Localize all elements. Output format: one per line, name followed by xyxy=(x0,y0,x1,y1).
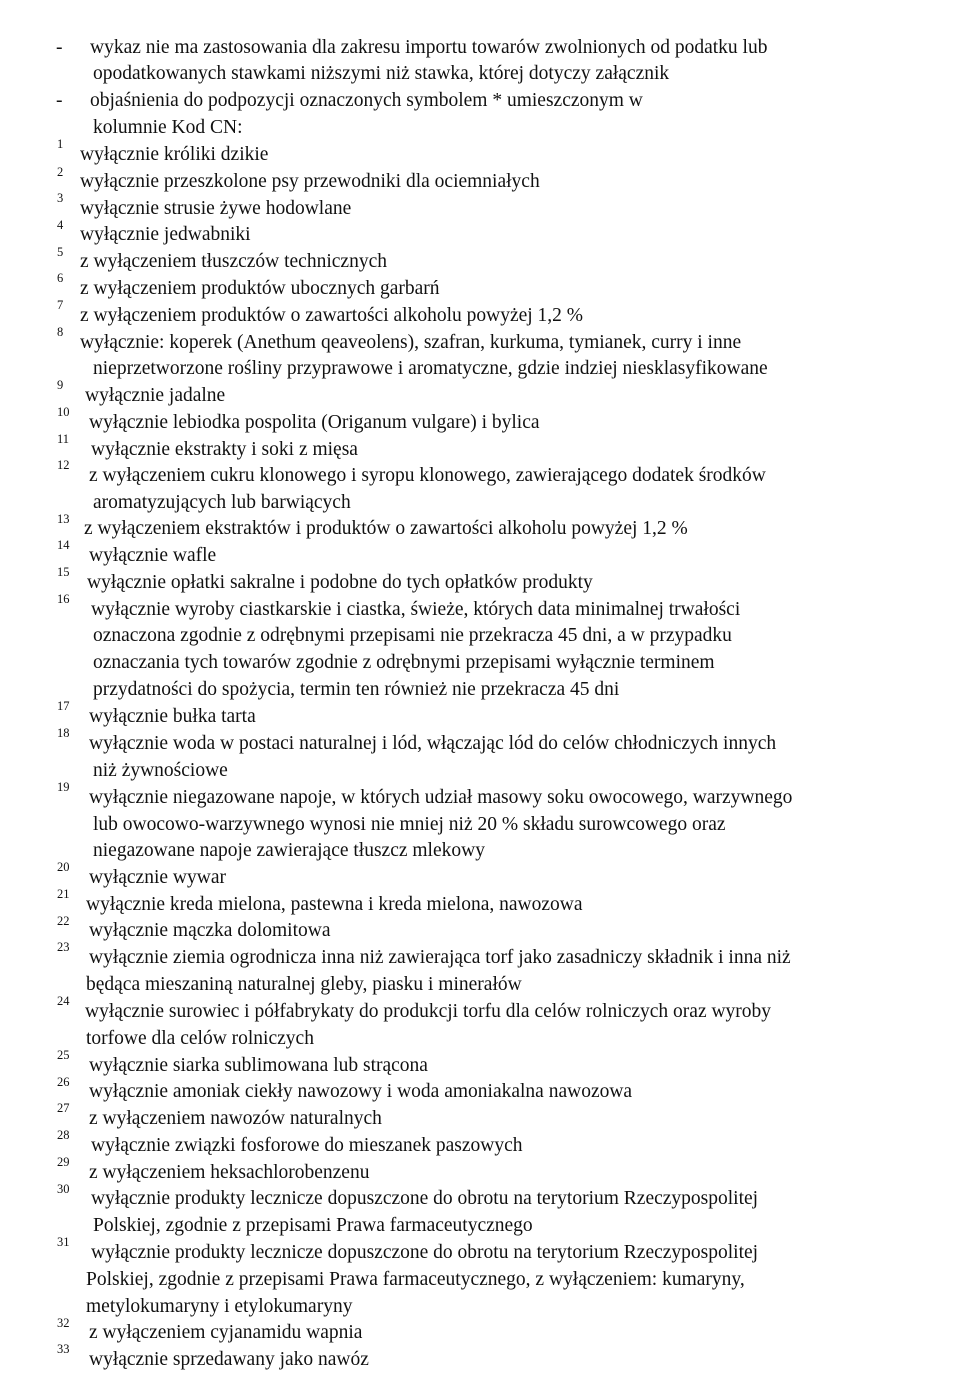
footnote-text-line: z wyłączeniem ekstraktów i produktów o zawartości alkoholu powyżej 1,2 % xyxy=(84,518,688,539)
footnote-text-line: z wyłączeniem produktów ubocznych garbarń xyxy=(80,278,440,299)
footnote-text-line: wyłącznie jedwabniki xyxy=(80,224,251,245)
footnote-number: 18 xyxy=(57,726,70,740)
footnote-text-line: metylokumaryny i etylokumaryny xyxy=(86,1296,353,1317)
footnote-number: 3 xyxy=(57,191,64,205)
footnote-number: 23 xyxy=(57,940,70,954)
footnote-text-line: będąca mieszaniną naturalnej gleby, piasku i minerałów xyxy=(86,974,522,995)
footnote-number: 22 xyxy=(57,914,70,928)
footnote-number: 16 xyxy=(57,592,70,606)
footnote-text-line: wyłącznie króliki dzikie xyxy=(80,144,269,165)
footnote-text-line: z wyłączeniem cyjanamidu wapnia xyxy=(89,1322,363,1343)
footnote-text-line: wyłącznie jadalne xyxy=(85,385,226,406)
footnote-text-line: Polskiej, zgodnie z przepisami Prawa farmaceutycznego, z wyłączeniem: kumaryny, xyxy=(86,1269,745,1290)
footnote-text-line: niegazowane napoje zawierające tłuszcz mlekowy xyxy=(93,840,485,861)
footnote-number: 31 xyxy=(57,1235,70,1249)
intro-text-line: objaśnienia do podpozycji oznaczonych symbolem * umieszczonym w xyxy=(90,90,643,111)
footnote-number: 26 xyxy=(57,1075,70,1089)
footnote-number: 13 xyxy=(57,512,70,526)
footnote-text-line: wyłącznie związki fosforowe do mieszanek paszowych xyxy=(91,1135,523,1156)
footnote-number: 19 xyxy=(57,780,70,794)
footnote-number: 17 xyxy=(57,699,70,713)
footnote-text-line: wyłącznie ekstrakty i soki z mięsa xyxy=(91,439,358,460)
footnote-number: 10 xyxy=(57,405,70,419)
footnote-number: 32 xyxy=(57,1316,70,1330)
footnote-number: 28 xyxy=(57,1128,70,1142)
footnote-number: 2 xyxy=(57,165,64,179)
intro-text-line: kolumnie Kod CN: xyxy=(93,117,243,138)
footnote-text-line: lub owocowo-warzywnego wynosi nie mniej niż 20 % składu surowcowego oraz xyxy=(93,814,726,835)
footnote-text-line: wyłącznie produkty lecznicze dopuszczone do obrotu na terytorium Rzeczypospolitej xyxy=(91,1242,759,1263)
footnote-text-line: torfowe dla celów rolniczych xyxy=(86,1028,314,1049)
footnote-number: 9 xyxy=(57,378,64,392)
footnote-number: 20 xyxy=(57,860,70,874)
footnote-text-line: z wyłączeniem produktów o zawartości alkoholu powyżej 1,2 % xyxy=(80,305,584,326)
footnote-text-line: nieprzetworzone rośliny przyprawowe i aromatyczne, gdzie indziej niesklasyfikowane xyxy=(93,358,768,379)
footnote-text-line: wyłącznie amoniak ciekły nawozowy i woda amoniakalna nawozowa xyxy=(89,1081,633,1102)
footnote-number: 5 xyxy=(57,245,64,259)
intro-text-line: opodatkowanych stawkami niższymi niż stawka, której dotyczy załącznik xyxy=(93,63,670,84)
footnote-text-line: niż żywnościowe xyxy=(93,760,228,781)
footnote-number: 4 xyxy=(57,218,64,232)
footnote-number: 29 xyxy=(57,1155,70,1169)
footnote-text-line: z wyłączeniem heksachlorobenzenu xyxy=(89,1162,370,1183)
footnote-text-line: wyłącznie: koperek (Anethum qeaveolens), szafran, kurkuma, tymianek, curry i inne xyxy=(80,332,742,353)
footnote-number: 6 xyxy=(57,271,64,285)
footnote-number: 30 xyxy=(57,1182,70,1196)
footnote-text-line: wyłącznie niegazowane napoje, w których udział masowy soku owocowego, warzywnego xyxy=(89,787,793,808)
footnote-text-line: wyłącznie wyroby ciastkarskie i ciastka, świeże, których data minimalnej trwałości xyxy=(91,599,741,620)
footnote-text-line: wyłącznie kreda mielona, pastewna i kreda mielona, nawozowa xyxy=(86,894,583,915)
footnote-text-line: oznaczania tych towarów zgodnie z odrębnymi przepisami wyłącznie terminem xyxy=(93,652,715,673)
footnote-number: 25 xyxy=(57,1048,70,1062)
footnote-text-line: wyłącznie wywar xyxy=(89,867,226,888)
footnote-number: 11 xyxy=(57,432,70,446)
footnote-text-line: wyłącznie lebiodka pospolita (Origanum vulgare) i bylica xyxy=(89,412,540,433)
footnote-number: 12 xyxy=(57,458,70,472)
footnote-number: 1 xyxy=(57,137,64,151)
footnote-text-line: wyłącznie siarka sublimowana lub strącona xyxy=(89,1055,428,1076)
footnote-text-line: wyłącznie wafle xyxy=(89,545,217,566)
footnote-text-line: wyłącznie sprzedawany jako nawóz xyxy=(89,1349,369,1370)
footnote-text-line: wyłącznie strusie żywe hodowlane xyxy=(80,198,352,219)
intro-text-line: wykaz nie ma zastosowania dla zakresu importu towarów zwolnionych od podatku lub xyxy=(90,37,768,58)
footnote-number: 7 xyxy=(57,298,64,312)
dash-marker: - xyxy=(56,37,63,58)
footnote-text-line: wyłącznie woda w postaci naturalnej i lód, włączając lód do celów chłodniczych innych xyxy=(89,733,777,754)
footnote-text-line: wyłącznie ziemia ogrodnicza inna niż zawierająca torf jako zasadniczy składnik i inna niż xyxy=(89,947,791,968)
footnote-text-line: wyłącznie bułka tarta xyxy=(89,706,256,727)
footnote-number: 33 xyxy=(57,1342,70,1356)
footnote-text-line: z wyłączeniem cukru klonowego i syropu klonowego, zawierającego dodatek środków xyxy=(89,465,766,486)
footnote-number: 27 xyxy=(57,1101,70,1115)
footnote-number: 24 xyxy=(57,994,70,1008)
footnote-text-line: wyłącznie przeszkolone psy przewodniki dla ociemniałych xyxy=(80,171,540,192)
footnote-number: 21 xyxy=(57,887,70,901)
dash-marker: - xyxy=(56,90,63,111)
footnote-text-line: Polskiej, zgodnie z przepisami Prawa farmaceutycznego xyxy=(93,1215,533,1236)
footnote-text-line: wyłącznie mączka dolomitowa xyxy=(89,920,331,941)
footnote-number: 8 xyxy=(57,325,64,339)
footnote-number: 14 xyxy=(57,538,70,552)
footnote-text-line: oznaczona zgodnie z odrębnymi przepisami nie przekracza 45 dni, a w przypadku xyxy=(93,625,732,646)
footnote-number: 15 xyxy=(57,565,70,579)
footnote-text-line: wyłącznie surowiec i półfabrykaty do produkcji torfu dla celów rolniczych oraz wyroby xyxy=(85,1001,772,1022)
footnote-text-line: wyłącznie produkty lecznicze dopuszczone do obrotu na terytorium Rzeczypospolitej xyxy=(91,1188,759,1209)
footnote-text-line: aromatyzujących lub barwiących xyxy=(93,492,351,513)
footnote-text-line: z wyłączeniem tłuszczów technicznych xyxy=(80,251,387,272)
footnote-text-line: z wyłączeniem nawozów naturalnych xyxy=(89,1108,382,1129)
footnote-text-line: wyłącznie opłatki sakralne i podobne do tych opłatków produkty xyxy=(87,572,593,593)
footnote-text-line: przydatności do spożycia, termin ten również nie przekracza 45 dni xyxy=(93,679,620,700)
